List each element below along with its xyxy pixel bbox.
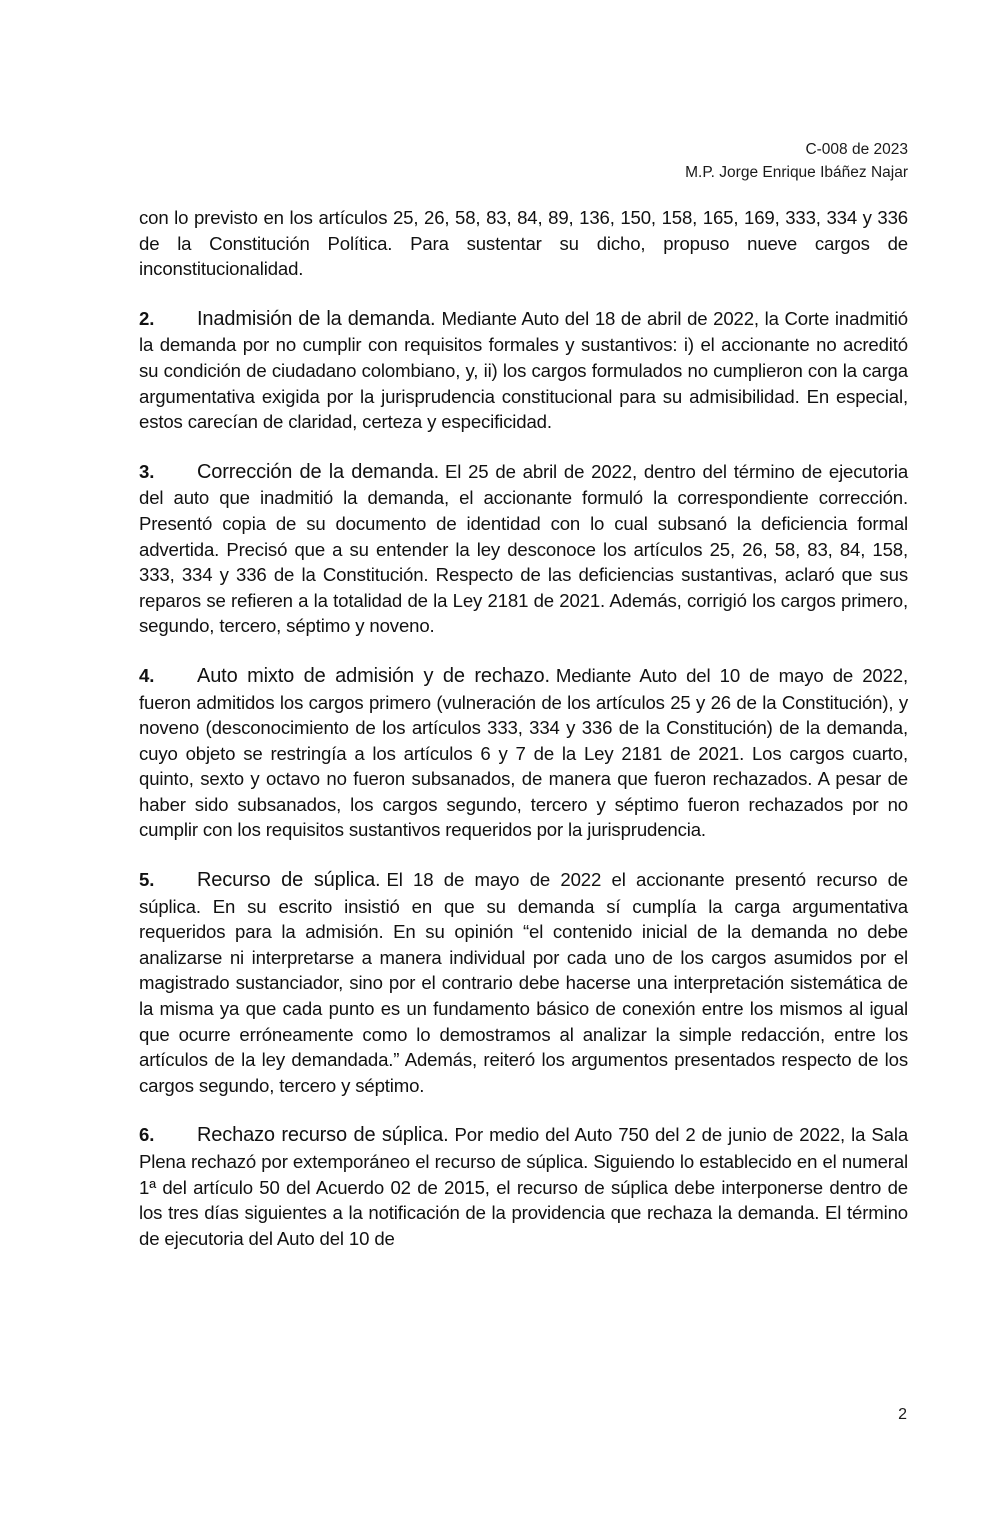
- section-paragraph: [139, 306, 908, 435]
- section-text: Por medio del Auto 750 del 2 de junio de 2022, la Sala Plena rechazó por extemporáneo el recurso de súplica. Siguiendo lo establecido en el numeral 1ª del artículo 50 del Acuerdo 02 de 2015, el recurso de súplica debe interponerse dentro de los tres días siguientes a la notificación de la providencia que rechaza la demanda. El término de ejecutoria del Auto del 10 de: [139, 1124, 909, 1249]
- section-paragraph: [139, 1122, 908, 1251]
- section-text: El 25 de abril de 2022, dentro del término de ejecutoria del auto que inadmitió la demanda, el accionante formuló la correspondiente corrección. Presentó copia de su documento de identidad con lo cual subsanó la deficiencia formal advertida. Precisó que a su entender la ley desconoce los artículos 25, 26, 58, 83, 84, 158, 333, 334 y 336 de la Constitución. Respecto de las deficiencias sustantivas, aclaró que sus reparos se refieren a la totalidad de la Ley 2181 de 2021. Además, corrigió los cargos primero, segundo, tercero, séptimo y noveno.: [139, 460, 909, 637]
- section-text: Mediante Auto del 10 de mayo de 2022, fueron admitidos los cargos primero (vulneración de los artículos 25 y 26 de la Constitución), y noveno (desconocimiento de los artículos 333, 334 y 336 de la Constitución) de la demanda, cuyo objeto se restringía a los artículos 6 y 7 de la Ley 2181 de 2021. Los cargos cuarto, quinto, sexto y octavo no fueron subsanados, de manera que fueron rechazados. A pesar de haber sido subsanados, los cargos segundo, tercero y séptimo fueron rechazados por no cumplir con los requisitos sustantivos requeridos por la jurisprudencia.: [139, 664, 909, 841]
- section-text: Mediante Auto del 18 de abril de 2022, la Corte inadmitió la demanda por no cumplir con requisitos formales y sustantivos: i) el accionante no acreditó su condición de ciudadano colombiano, y, ii) los cargos formulados no cumplieron con la carga argumentativa exigida por la jurisprudencia constitucional para su admisibilidad. En especial, estos carecían de claridad, certeza y especificidad.: [139, 307, 908, 433]
- magistrate-name: M.P. Jorge Enrique Ibáñez Najar: [685, 164, 908, 181]
- section-number: 4.: [139, 664, 155, 686]
- section-heading: Rechazo recurso de súplica.: [197, 1124, 449, 1147]
- section-number: 5.: [139, 869, 155, 891]
- page-header: [685, 138, 908, 184]
- section-heading: Inadmisión de la demanda.: [197, 307, 436, 330]
- section-paragraph: [139, 867, 908, 1098]
- section-number: 3.: [139, 460, 155, 482]
- case-number: C-008 de 2023: [805, 141, 908, 158]
- section-heading: Auto mixto de admisión y de rechazo.: [197, 664, 550, 687]
- section-heading: Corrección de la demanda.: [197, 460, 439, 483]
- section-paragraph: [139, 663, 908, 843]
- section-number: 6.: [139, 1124, 155, 1146]
- section-paragraph: [139, 459, 908, 639]
- section-number: 2.: [139, 307, 155, 329]
- page-number: 2: [898, 1406, 907, 1423]
- section-heading: Recurso de súplica.: [197, 869, 381, 892]
- section-text: El 18 de mayo de 2022 el accionante presentó recurso de súplica. En su escrito insistió en que su demanda sí cumplía la carga argumentativa requeridos para la admisión. En su opinión “el contenido inicial de la demanda no debe analizarse ni interpretarse a manera individual por cada uno de los cargos asumidos por el magistrado sustanciador, sino por el contrario debe hacerse una interpretación sistemática de la misma ya que cada punto es un fundamento básico de conexión entre los mismos al igual que ocurre erróneamente como lo demostramos al analizar la simple redacción, entre los artículos de la ley demandada.” Además, reiteró los argumentos presentados respecto de los cargos segundo, tercero y séptimo.: [139, 869, 908, 1096]
- intro-paragraph: con lo previsto en los artículos 25, 26, 58, 83, 84, 89, 136, 150, 158, 165, 169, 333, 334 y 336 de la Constitución Política. Para sustentar su dicho, propuso nueve cargos de inconstitucionalidad.: [139, 207, 908, 280]
- document-body: [139, 205, 908, 1275]
